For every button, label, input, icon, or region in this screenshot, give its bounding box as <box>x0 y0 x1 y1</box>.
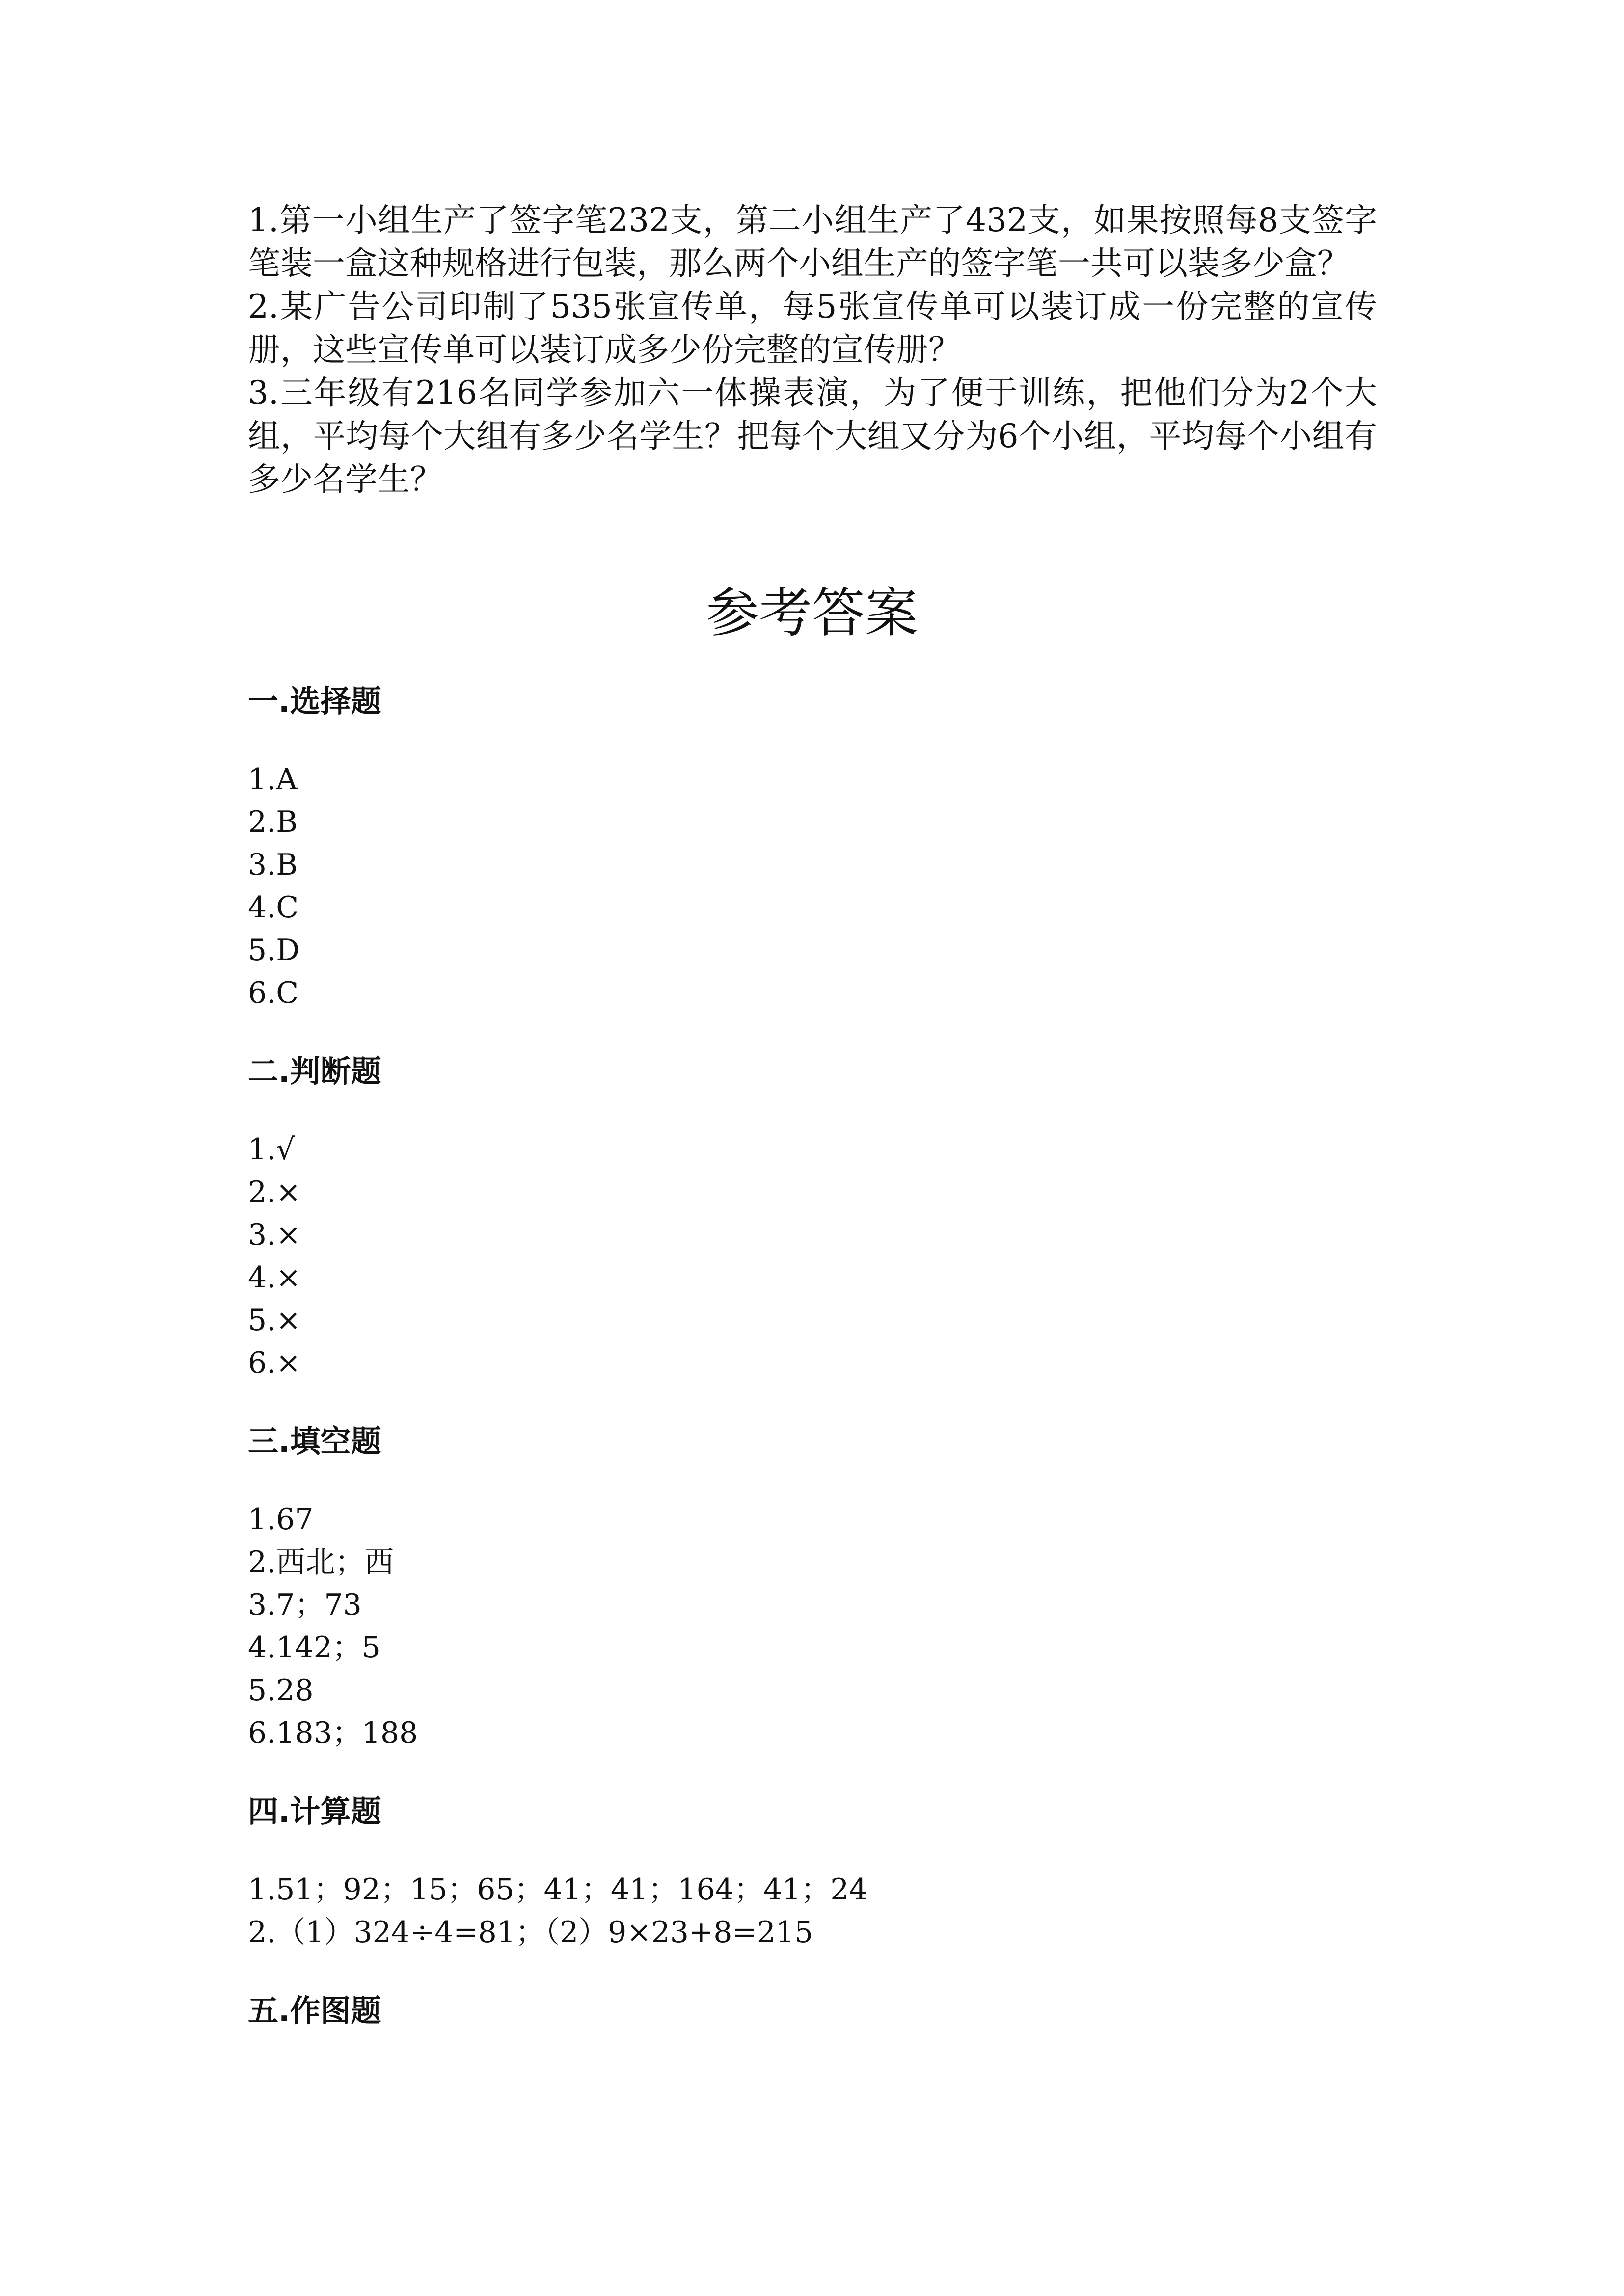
answer-list <box>248 1498 1377 1755</box>
word-problem-3: 3.三年级有216名同学参加六一体操表演，为了便于训练，把他们分为2个大组，平均每个大组有多少名学生？把每个大组又分为6个小组，平均每个小组有多少名学生？ <box>248 374 1377 498</box>
answer-item: 6.× <box>248 1346 301 1380</box>
answer-item: 5.28 <box>248 1673 314 1708</box>
answer-item: 6.183；188 <box>248 1716 418 1750</box>
answer-item: 4.C <box>248 890 299 925</box>
answer-item: 3.B <box>248 848 298 882</box>
section-heading: 三.填空题 <box>248 1423 381 1459</box>
answer-item: 1.√ <box>248 1132 295 1167</box>
answer-item: 2.（1）324÷4=81；（2）9×23+8=215 <box>248 1915 813 1949</box>
answer-item: 2.B <box>248 805 298 839</box>
section-true-false <box>248 1050 1377 1385</box>
section-fill-in-blank <box>248 1420 1377 1755</box>
section-heading: 五.作图题 <box>248 1993 381 2029</box>
answer-item: 1.67 <box>248 1502 314 1537</box>
answer-item: 4.142；5 <box>248 1630 380 1665</box>
section-multiple-choice <box>248 680 1377 1015</box>
answer-item: 2.西北；西 <box>248 1545 394 1579</box>
answer-item: 3.7；73 <box>248 1588 362 1622</box>
section-heading: 一.选择题 <box>248 683 381 719</box>
answer-sections <box>248 680 1377 2068</box>
answer-item: 1.A <box>248 762 298 797</box>
answer-list <box>248 1869 1377 1954</box>
word-problem-2: 2.某广告公司印制了535张宣传单，每5张宣传单可以装订成一份完整的宣传册，这些宣传单可以装订成多少份完整的宣传册？ <box>248 288 1377 369</box>
answer-list <box>248 758 1377 1015</box>
section-drawing <box>248 1989 1377 2032</box>
answer-item: 3.× <box>248 1218 301 1252</box>
answer-item: 4.× <box>248 1260 301 1295</box>
answer-key-title: 参考答案 <box>705 583 918 644</box>
answer-item: 6.C <box>248 976 299 1010</box>
answer-item: 2.× <box>248 1175 301 1209</box>
section-heading: 二.判断题 <box>248 1053 381 1089</box>
word-problem-1: 1.第一小组生产了签字笔232支，第二小组生产了432支，如果按照每8支签字笔装一盒这种规格进行包装，那么两个小组生产的签字笔一共可以装多少盒？ <box>248 201 1377 282</box>
answer-item: 5.D <box>248 933 300 967</box>
word-problems <box>248 199 1377 501</box>
section-heading: 四.计算题 <box>248 1793 381 1829</box>
answer-item: 1.51；92；15；65；41；41；164；41；24 <box>248 1872 868 1907</box>
answer-list <box>248 1128 1377 1385</box>
answer-item: 5.× <box>248 1303 301 1337</box>
section-calculation <box>248 1790 1377 1954</box>
